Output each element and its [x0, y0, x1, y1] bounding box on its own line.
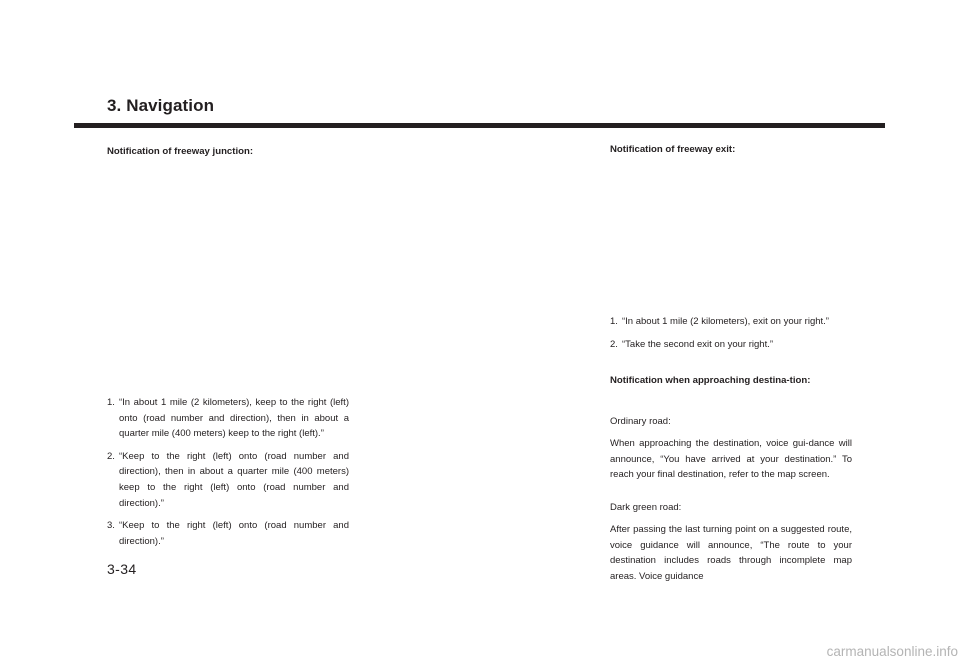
freeway-exit-steps [610, 314, 852, 359]
dark-green-road-label: Dark green road: [610, 502, 682, 513]
step-number: 2. [610, 338, 618, 350]
list-item [107, 518, 349, 549]
approaching-destination-heading: Notification when approaching destina-tion: [610, 375, 811, 386]
list-item [107, 449, 349, 511]
page-number: 3-34 [107, 561, 137, 577]
list-item [610, 337, 852, 353]
ordinary-road-text: When approaching the destination, voice gui-dance will announce, “You have arrived at your destination.” To reach your final destination, refer to the map screen. [610, 438, 852, 481]
step-text: “In about 1 mile (2 kilometers), keep to the right (left) onto (road number and direction), then in about a quarter mile (400 meters) keep to the right (left).” [119, 397, 349, 440]
section-title: 3. Navigation [107, 96, 215, 115]
step-number: 2. [107, 450, 115, 462]
freeway-junction-heading: Notification of freeway junction: [107, 146, 254, 157]
step-text: “Keep to the right (left) onto (road number and direction).” [119, 520, 349, 547]
step-number: 1. [610, 316, 618, 327]
list-item [107, 395, 349, 442]
step-text: “Keep to the right (left) onto (road number and direction), then in about a quarter mile (400 meters) keep to the right (left) onto (road number and direction).” [119, 450, 349, 509]
step-number: 3. [107, 520, 115, 532]
header-rule [74, 123, 885, 128]
freeway-junction-steps [107, 395, 349, 556]
freeway-exit-heading: Notification of freeway exit: [610, 144, 736, 155]
list-item [610, 314, 852, 330]
step-number: 1. [107, 397, 115, 408]
step-text: “In about 1 mile (2 kilometers), exit on your right.” [622, 316, 829, 327]
watermark[interactable]: carmanualsonline.info [826, 644, 958, 659]
step-text: “Take the second exit on your right.” [622, 338, 774, 350]
dark-green-road-text: After passing the last turning point on a suggested route, voice guidance will announce, “The route to your destination includes roads through incomplete map areas. Voice guidance [610, 524, 852, 582]
ordinary-road-label: Ordinary road: [610, 416, 671, 427]
